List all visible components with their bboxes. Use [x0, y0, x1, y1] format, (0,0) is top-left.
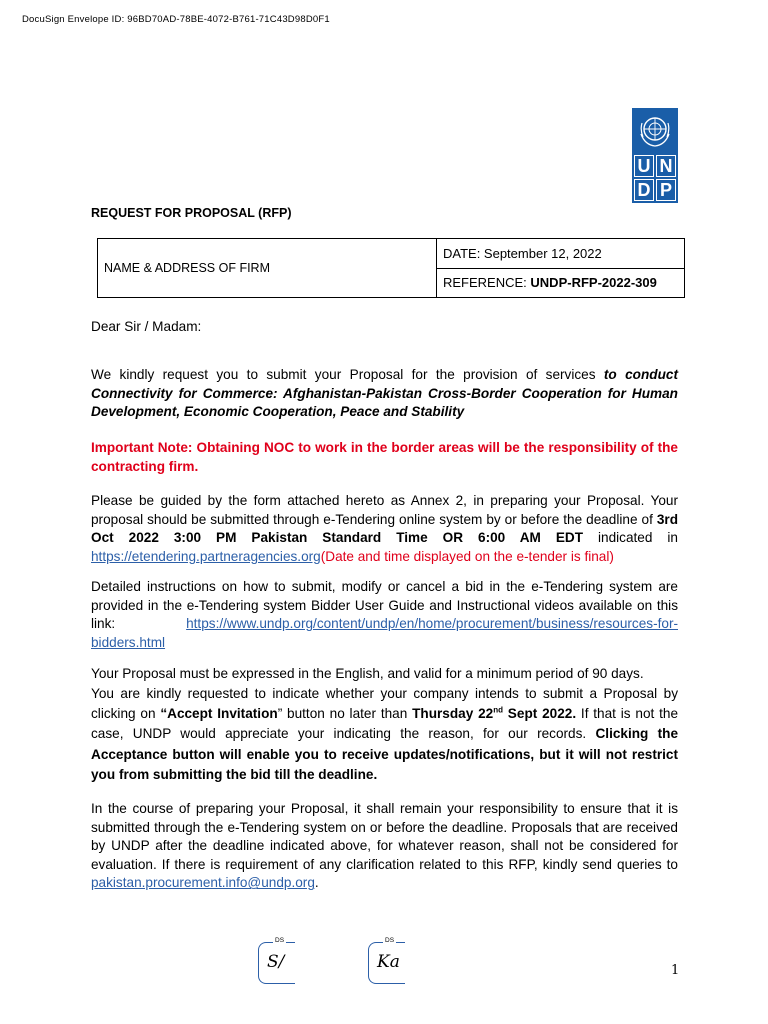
- paragraph-instructions: [91, 578, 678, 652]
- rfp-heading: REQUEST FOR PROPOSAL (RFP): [91, 206, 292, 220]
- paragraph-submission: [91, 492, 678, 566]
- services-lead: We kindly request you to submit your Proposal for the provision of services: [91, 367, 604, 382]
- signature-initials-box: [258, 937, 295, 984]
- paragraph-validity: [91, 665, 678, 786]
- date-cell: DATE: September 12, 2022: [437, 239, 685, 269]
- reference-label: REFERENCE:: [443, 275, 531, 291]
- page-number: 1: [671, 963, 680, 978]
- responsibility-end: .: [314, 875, 319, 891]
- firm-name-cell: NAME & ADDRESS OF FIRM: [98, 239, 437, 298]
- submission-text: Please be guided by the form attached hereto as Annex 2, in preparing your Proposal. Your proposal should be submitted through e-Tendering online system by or before the deadline of: [91, 493, 678, 527]
- submission-text-2: indicated in: [583, 530, 678, 546]
- accept-text-2: ” button no later than: [277, 706, 413, 721]
- salutation: Dear Sir / Madam:: [91, 319, 202, 334]
- logo-letter: D: [634, 179, 654, 201]
- important-note: Important Note: Obtaining NOC to work in the border areas will be the responsibility of the contracting firm.: [91, 440, 678, 474]
- docusign-tag: DS: [385, 937, 395, 944]
- signature-initials-box: [368, 937, 405, 984]
- accept-invitation-label: “Accept Invitation: [160, 706, 278, 721]
- reference-cell: [437, 268, 685, 298]
- paragraph-services: [91, 366, 678, 422]
- procurement-email-link[interactable]: pakistan.procurement.info@undp.org: [91, 875, 315, 891]
- logo-letter: N: [656, 155, 676, 177]
- accept-deadline-suffix: nd: [493, 705, 503, 715]
- initials-signature: Ka: [377, 952, 400, 972]
- reference-value: UNDP-RFP-2022-309: [530, 275, 657, 291]
- accept-deadline-day: Thursday 22: [412, 706, 494, 721]
- responsibility-text: In the course of preparing your Proposal, it shall remain your responsibility to ensure that it is submitted through the e-Tendering system on or before the deadline. Proposals that are received by UNDP after the deadline indicated above, for whatever reason, shall not be considered for evaluation. If there is requirement of any clarification related to this RFP, kindly send queries to: [91, 801, 678, 872]
- bidder-guide-link[interactable]: https://www.undp.org/content/undp/en/home/procurement/business/resources-for-bidders.html: [91, 616, 678, 650]
- logo-letter: P: [656, 179, 676, 201]
- accept-text-3: If that is not the case, UNDP would appreciate your indicating the reason, for our records.: [91, 706, 679, 742]
- paragraph-responsibility: [91, 800, 678, 893]
- accept-deadline-month: Sept 2022.: [503, 706, 577, 721]
- submission-deadline: 3rd Oct 2022 3:00 PM Pakistan Standard Time OR 6:00 AM EDT: [91, 511, 678, 546]
- firm-info-table: [97, 238, 685, 298]
- undp-logo: [632, 108, 678, 203]
- validity-text: Your Proposal must be expressed in the English, and valid for a minimum period of 90 days.: [91, 666, 644, 681]
- services-title: to conduct Connectivity for Commerce: Afghanistan-Pakistan Cross-Border Cooperation for Human Development, Economic Cooperation, Peace and Stability: [91, 367, 678, 420]
- instructions-text: Detailed instructions on how to submit, modify or cancel a bid in the e-Tendering system are provided in the e-Tendering system Bidder User Guide and Instructional videos available on this link:: [91, 579, 678, 632]
- un-emblem-icon: [632, 108, 678, 152]
- acceptance-note: Clicking the Acceptance button will enable you to receive updates/notifications, but it will not restrict you from submitting the bid till the deadline.: [91, 726, 679, 783]
- accept-text: You are kindly requested to indicate whether your company intends to submit a Proposal by clicking on: [91, 685, 678, 721]
- etendering-link[interactable]: https://etendering.partneragencies.org: [91, 548, 321, 564]
- docusign-envelope-id: DocuSign Envelope ID: 96BD70AD-78BE-4072-B761-71C43D98D0F1: [22, 14, 330, 25]
- logo-letter: U: [634, 155, 654, 177]
- accept-deadline: [412, 706, 576, 721]
- docusign-tag: DS: [275, 937, 285, 944]
- initials-signature: S/: [267, 952, 285, 972]
- deadline-note: (Date and time displayed on the e-tender is final): [320, 548, 614, 564]
